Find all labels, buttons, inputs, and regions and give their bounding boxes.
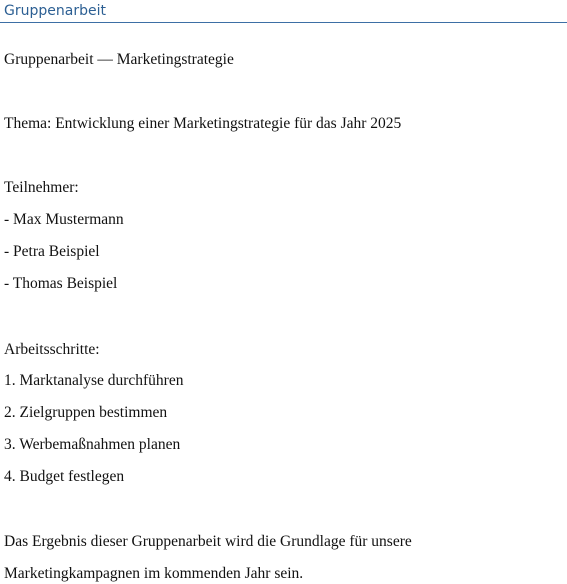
participants-heading: Teilnehmer: [4,179,79,196]
document-theme: Thema: Entwicklung einer Marketingstrategie für das Jahr 2025 [4,115,402,132]
step-item: 3. Werbemaßnahmen planen [4,436,181,453]
step-item: 4. Budget festlegen [4,468,125,485]
app-title-bar [0,0,567,23]
conclusion-line: Marketingkampagnen im kommenden Jahr sein. [4,565,304,582]
app-title: Gruppenarbeit [4,3,106,19]
step-item: 1. Marktanalyse durchführen [4,372,184,389]
steps-heading: Arbeitsschritte: [4,341,100,358]
document-heading: Gruppenarbeit — Marketingstrategie [4,51,234,68]
participant-item: - Max Mustermann [4,211,124,228]
participant-item: - Thomas Beispiel [4,275,118,292]
step-item: 2. Zielgruppen bestimmen [4,404,168,421]
participant-item: - Petra Beispiel [4,243,100,260]
conclusion-line: Das Ergebnis dieser Gruppenarbeit wird die Grundlage für unsere [4,533,412,550]
